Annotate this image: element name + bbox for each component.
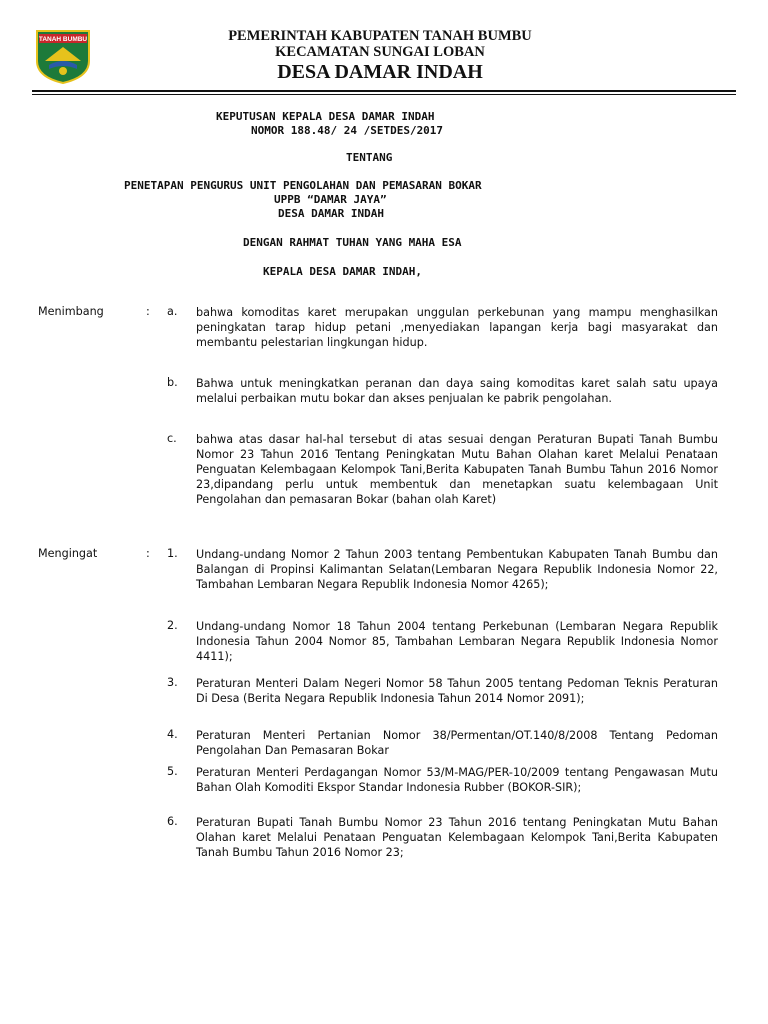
mengingat-item-1: Undang-undang Nomor 2 Tahun 2003 tentang Pembentukan Kabupaten Tanah Bumbu dan Balangan di Propinsi Kalimantan Selatan(Lembaran Negara Republik Indonesia Nomor 22, Tambahan Lembaran Negara Republik Indonesia Nomor 4265);	[196, 548, 718, 591]
menimbang-item-b: Bahwa untuk meningkatkan peranan dan daya saing komoditas karet salah satu upaya melalui perbaikan mutu bokar dan akses penjualan ke pabrik pengolahan.	[196, 377, 718, 405]
svg-text:TANAH BUMBU: TANAH BUMBU	[38, 36, 88, 43]
header-rule-thick	[32, 90, 736, 92]
mengingat-item-4: Peraturan Menteri Pertanian Nomor 38/Permentan/OT.140/8/2008 Tentang Pedoman Pengolahan Dan Pemasaran Bokar	[196, 729, 718, 757]
header-district: KECAMATAN SUNGAI LOBAN	[275, 44, 485, 60]
regency-logo	[33, 27, 93, 85]
mengingat-item-5-num: 5.	[167, 765, 178, 778]
menimbang-colon: :	[146, 305, 150, 318]
menimbang-item-a: bahwa komoditas karet merupakan unggulan perkebunan yang mampu menghasilkan peningkatan tarap hidup petani ,menyediakan lapangan kerja bagi masyarakat dan membantu pelestarian lingkungan hidup.	[196, 306, 718, 349]
header-government: PEMERINTAH KABUPATEN TANAH BUMBU	[228, 28, 532, 44]
menimbang-item-a-num: a.	[167, 305, 178, 318]
mengingat-item-2: Undang-undang Nomor 18 Tahun 2004 tentang Perkebunan (Lembaran Negara Republik Indonesia Tahun 2004 Nomor 85, Tambahan Lembaran Negara Republik Indonesia Nomor 4411);	[196, 620, 718, 663]
mengingat-item-3: Peraturan Menteri Dalam Negeri Nomor 58 Tahun 2005 tentang Pedoman Teknis Peraturan Di Desa (Berita Negara Republik Indonesia Tahun 2014 Nomor 2091);	[196, 677, 718, 705]
menimbang-item-b-num: b.	[167, 376, 178, 389]
mengingat-item-4-num: 4.	[167, 728, 178, 741]
mengingat-colon: :	[146, 547, 150, 560]
mengingat-item-6: Peraturan Bupati Tanah Bumbu Nomor 23 Tahun 2016 tentang Peningkatan Mutu Bahan Olahan karet Melalui Penataan Penguatan Kelembagaan Kelompok Tani,Berita Kabupaten Tanah Bumbu Tahun 2016 Nomor 23;	[196, 816, 718, 859]
header-rule-thin	[32, 94, 736, 95]
decree-issuer: KEPALA DESA DAMAR INDAH,	[263, 265, 422, 278]
mengingat-label: Mengingat	[38, 547, 98, 560]
mengingat-item-2-num: 2.	[167, 619, 178, 632]
tanah-bumbu-emblem-icon	[33, 27, 93, 85]
mengingat-item-1-num: 1.	[167, 547, 178, 560]
decree-subject-2: UPPB “DAMAR JAYA”	[274, 193, 387, 206]
menimbang-label: Menimbang	[38, 305, 104, 318]
header-village: DESA DAMAR INDAH	[277, 61, 483, 83]
decree-subject-3: DESA DAMAR INDAH	[278, 207, 384, 220]
menimbang-item-c: bahwa atas dasar hal-hal tersebut di atas sesuai dengan Peraturan Bupati Tanah Bumbu Nomor 23 Tahun 2016 Tentang Peningkatan Mutu Bahan Olahan karet Melalui Penataan Penguatan Kelembagaan Kelompok Tani,Berita Kabupaten Tanah Bumbu Tahun 2016 Nomor 23,dipandang perlu untuk membentuk dan menetapkan suatu kelembagaan Unit Pengolahan dan pemasaran Bokar (bahan olah Karet)	[196, 433, 718, 506]
decree-tentang: TENTANG	[346, 151, 393, 164]
decree-number: NOMOR 188.48/ 24 /SETDES/2017	[251, 124, 444, 137]
menimbang-item-c-num: c.	[167, 432, 177, 445]
mengingat-item-3-num: 3.	[167, 676, 178, 689]
mengingat-item-5: Peraturan Menteri Perdagangan Nomor 53/M-MAG/PER-10/2009 tentang Pengawasan Mutu Bahan Olah Komoditi Ekspor Standar Indonesia Rubber (BOKOR-SIR);	[196, 766, 718, 794]
decree-subject-1: PENETAPAN PENGURUS UNIT PENGOLAHAN DAN PEMASARAN BOKAR	[124, 179, 482, 192]
decree-invocation: DENGAN RAHMAT TUHAN YANG MAHA ESA	[243, 236, 462, 249]
mengingat-item-6-num: 6.	[167, 815, 178, 828]
decree-title: KEPUTUSAN KEPALA DESA DAMAR INDAH	[216, 110, 435, 123]
